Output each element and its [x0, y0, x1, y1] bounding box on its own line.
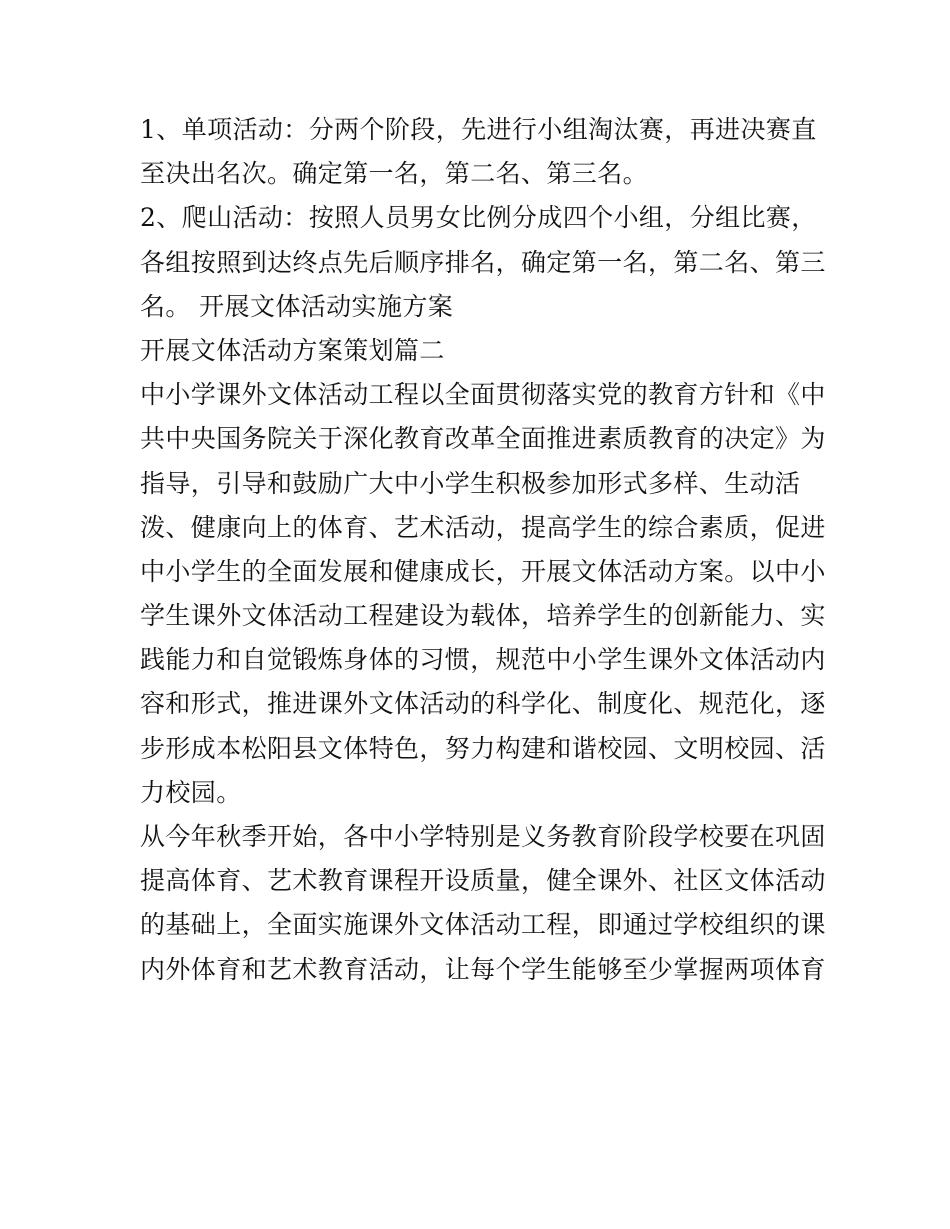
text-line: 容和形式，推进课外文体活动的科学化、制度化、规范化，逐 [140, 689, 826, 719]
text-line: 从今年秋季开始，各中小学特别是义务教育阶段学校要在巩固 [140, 822, 826, 851]
text-line: 名。 开展文体活动实施方案 [140, 291, 454, 321]
paragraph-climbing-event [140, 196, 826, 329]
document-page [140, 108, 826, 992]
paragraph-autumn-start [140, 815, 826, 992]
text-line: 共中央国务院关于深化教育改革全面推进素质教育的决定》为 [140, 424, 826, 454]
text-line: 至决出名次。确定第一名，第二名、第三名。 [140, 159, 649, 189]
section-heading [140, 329, 820, 373]
text-line: 各组按照到达终点先后顺序排名，确定第一名，第二名、第三 [140, 247, 826, 277]
text-line: 内外体育和艺术教育活动，让每个学生能够至少掌握两项体育 [140, 954, 826, 984]
text-line: 2、爬山活动：按照人员男女比例分成四个小组，分组比赛， [140, 203, 817, 233]
text-line: 力校园。 [140, 777, 242, 807]
paragraph-program-overview [140, 373, 826, 815]
text-line: 中小学课外文体活动工程以全面贯彻落实党的教育方针和《中 [140, 380, 826, 410]
text-line: 的基础上，全面实施课外文体活动工程，即通过学校组织的课 [140, 910, 826, 940]
text-line: 践能力和自觉锻炼身体的习惯，规范中小学生课外文体活动内 [140, 645, 826, 675]
text-line: 步形成本松阳县文体特色，努力构建和谐校园、文明校园、活 [140, 733, 826, 763]
paragraph-single-event [140, 108, 820, 196]
text-line: 提高体育、艺术教育课程开设质量，健全课外、社区文体活动 [140, 866, 826, 896]
text-line: 泼、健康向上的体育、艺术活动，提高学生的综合素质，促进 [140, 512, 826, 542]
heading-line: 开展文体活动方案策划篇二 [140, 335, 445, 365]
text-line: 中小学生的全面发展和健康成长，开展文体活动方案。以中小 [140, 556, 826, 586]
text-line: 1、单项活动：分两个阶段，先进行小组淘汰赛，再进决赛直 [140, 115, 817, 144]
text-line: 学生课外文体活动工程建设为载体，培养学生的创新能力、实 [140, 601, 826, 631]
text-line: 指导，引导和鼓励广大中小学生积极参加形式多样、生动活 [140, 468, 801, 498]
